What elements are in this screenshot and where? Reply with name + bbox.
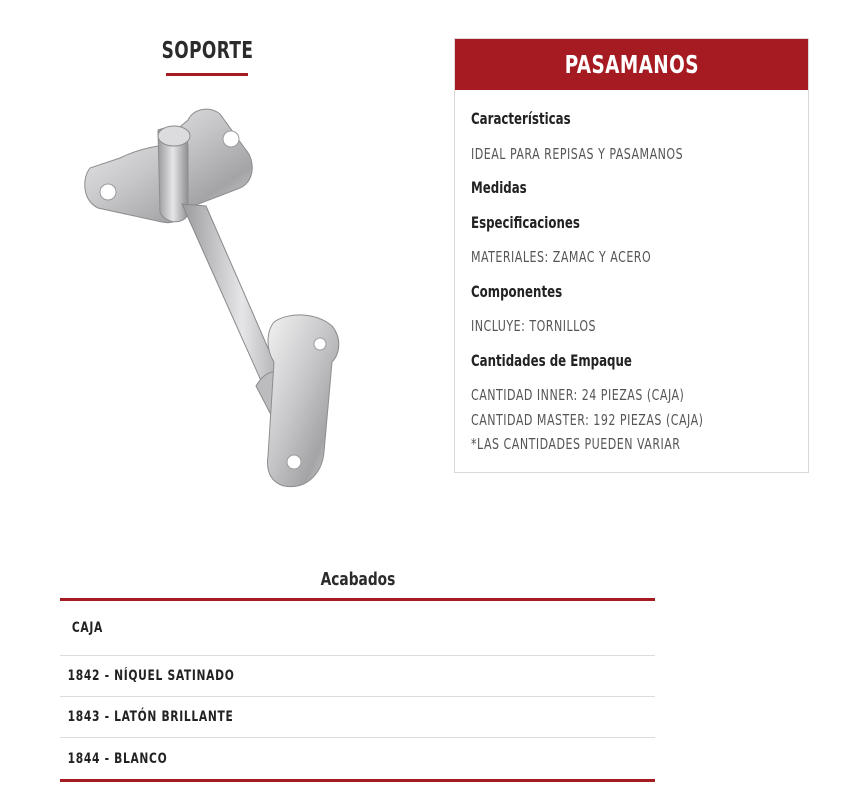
medidas-label: Medidas [471, 178, 527, 197]
especificaciones-label: Especificaciones [471, 213, 580, 232]
specs-header-title: PASAMANOS [564, 50, 699, 79]
specs-header [455, 39, 808, 90]
componentes-label: Componentes [471, 282, 563, 301]
finishes-table [60, 598, 655, 782]
caracteristicas-label: Características [471, 109, 571, 128]
table-row [60, 656, 655, 697]
product-title: SOPORTE [161, 38, 254, 64]
specs-panel [454, 38, 809, 473]
caracteristicas-value: IDEAL PARA REPISAS Y PASAMANOS [471, 145, 684, 163]
finish-item: 1842 - NÍQUEL SATINADO [67, 668, 235, 684]
finish-item: 1843 - LATÓN BRILLANTE [67, 709, 234, 725]
empaque-inner: CANTIDAD INNER: 24 PIEZAS (CAJA) [471, 386, 685, 404]
finishes-title: Acabados [320, 569, 395, 590]
metal-handrail-bracket-icon [70, 100, 370, 500]
finishes-header-cell: CAJA [71, 620, 104, 636]
empaque-master: CANTIDAD MASTER: 192 PIEZAS (CAJA) [471, 411, 704, 429]
empaque-label: Cantidades de Empaque [471, 351, 632, 370]
finish-item: 1844 - BLANCO [67, 750, 168, 767]
componentes-value: INCLUYE: TORNILLOS [471, 317, 597, 335]
table-row [60, 697, 655, 738]
table-row [60, 738, 655, 779]
empaque-note: *LAS CANTIDADES PUEDEN VARIAR [471, 435, 681, 453]
product-title-underline [166, 73, 248, 76]
finishes-bottom-rule [60, 779, 655, 782]
especificaciones-value: MATERIALES: ZAMAC Y ACERO [471, 248, 652, 266]
finishes-header-row [60, 601, 655, 656]
